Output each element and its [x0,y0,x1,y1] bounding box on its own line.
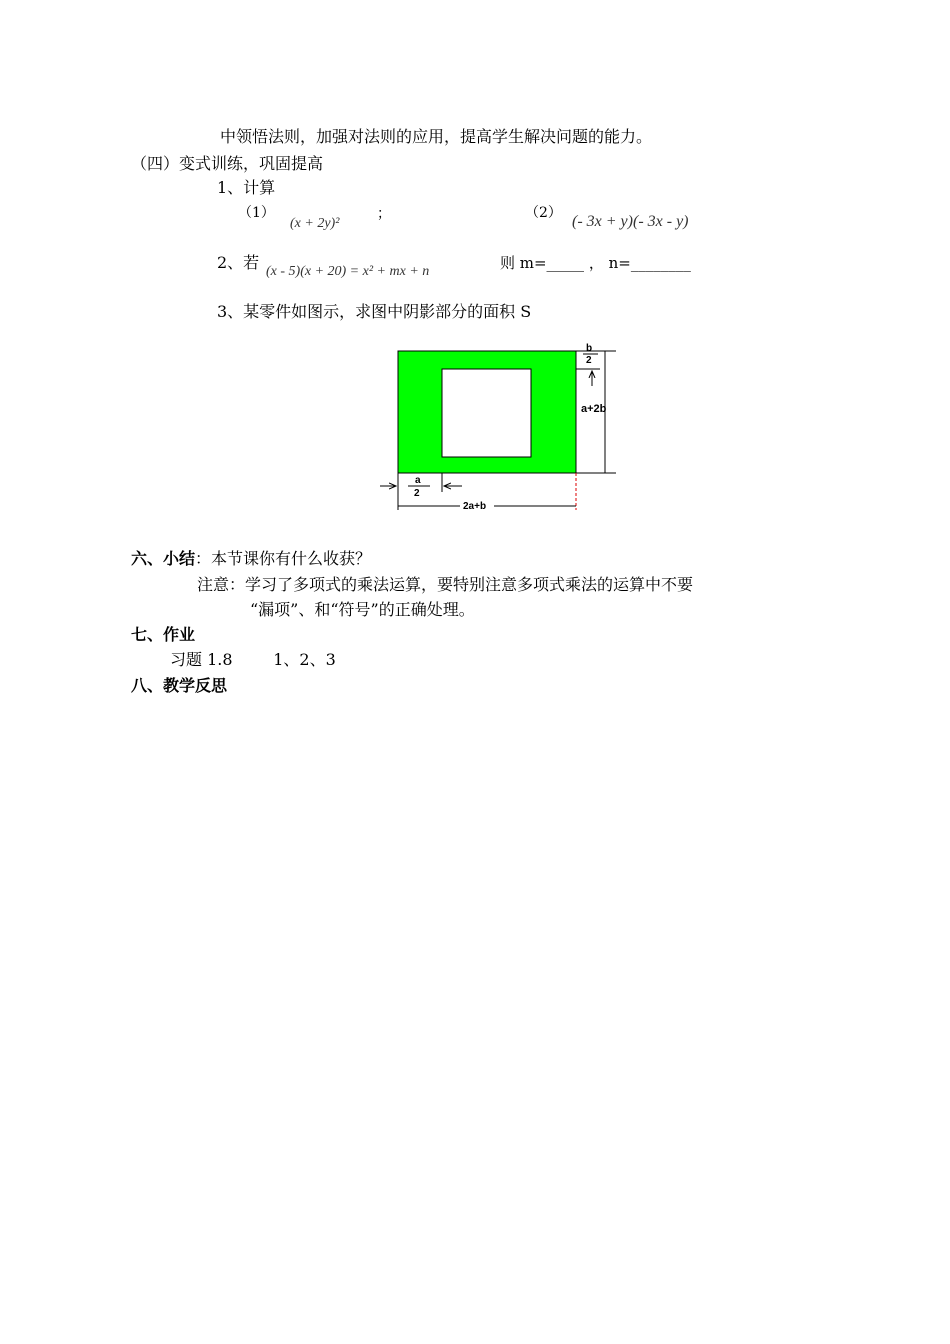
label-height: a+2b [581,403,607,415]
q2-answer-blanks: 则 m=_____ ， n=________ [500,254,691,272]
label-width: 2a+b [463,501,487,512]
q1-part1-expression: (x + 2y)² [290,216,340,231]
q1-label: 1、计算 [217,178,276,197]
q1-part2-label: （2） [525,205,562,221]
summary-heading: 六、小结 [131,549,196,568]
q1-semicolon: ； [377,206,391,222]
label-a-denominator: 2 [414,488,420,499]
homework-heading: 七、作业 [131,625,196,644]
q1-part2-expression: (- 3x + y)(- 3x - y) [572,213,689,230]
summary-note-line2: “漏项”、和“符号”的正确处理。 [250,600,475,619]
intro-continuation: 中领悟法则，加强对法则的应用，提高学生解决问题的能力。 [220,127,653,146]
part-figure [0,0,950,540]
summary-text: ：本节课你有什么收获？ [195,549,372,568]
homework-text: 习题 1.8 1、2、3 [170,650,336,669]
label-a-numerator: a [415,475,421,486]
practice-heading: （四）变式训练，巩固提高 [131,154,324,173]
q2-expression: (x - 5)(x + 20) = x² + mx + n [266,264,430,279]
summary-line [131,549,371,569]
reflection-heading: 八、教学反思 [131,676,228,695]
label-b-numerator: b [586,343,593,354]
inner-hole [442,369,531,457]
q2-label: 2、若 [217,253,260,272]
q1-part1-label: （1） [238,205,275,221]
summary-note-line1: 注意：学习了多项式的乘法运算，要特别注意多项式乘法的运算中不要 [197,575,694,594]
label-b-denominator: 2 [586,355,592,366]
q3-label: 3、某零件如图示，求图中阴影部分的面积 S [217,302,532,321]
